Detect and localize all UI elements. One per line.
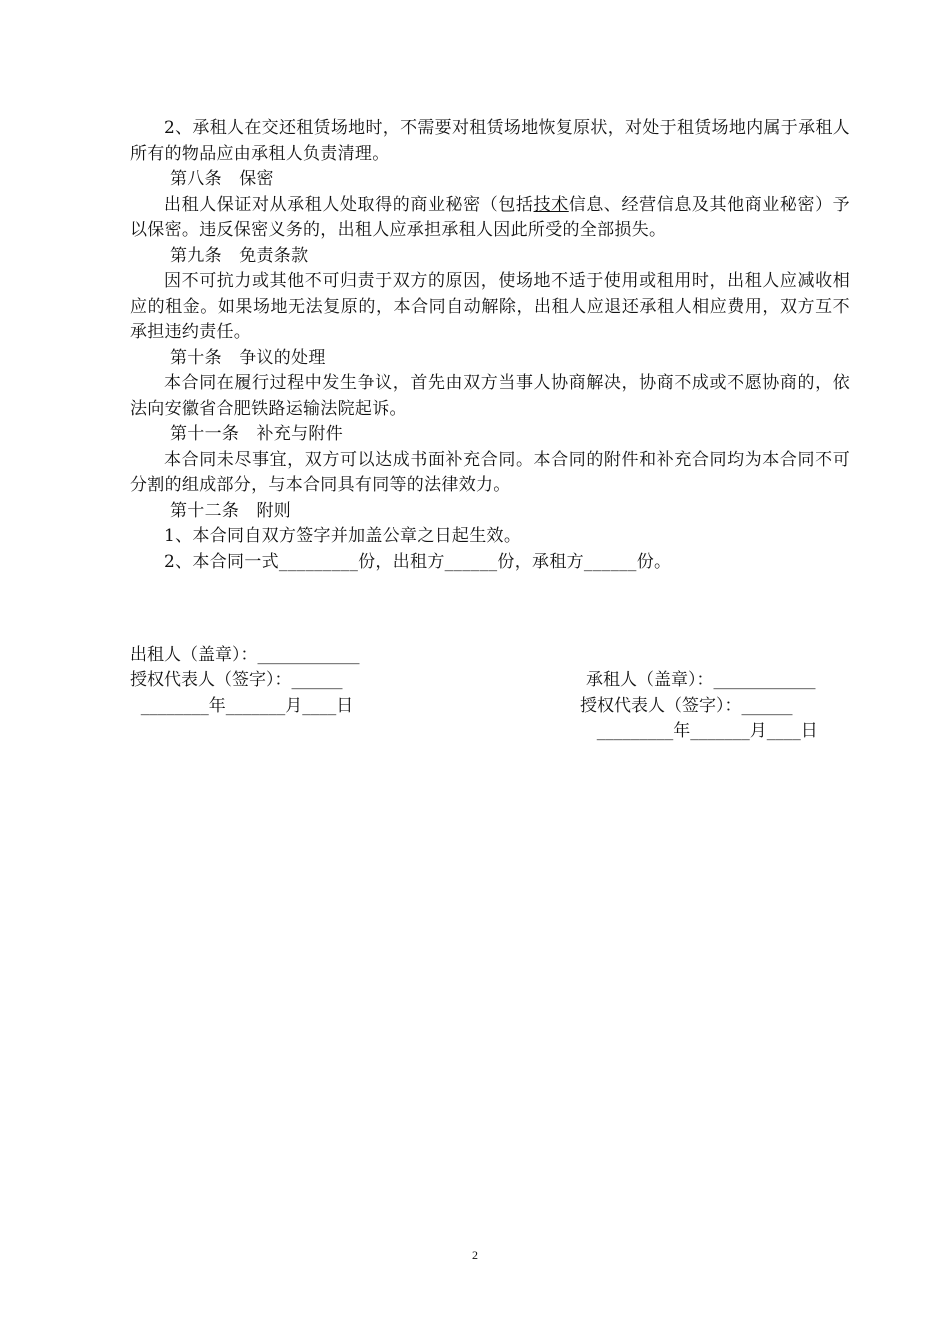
signature-block [130, 617, 850, 741]
paragraph-dispute: 本合同在履行过程中发生争议，首先由双方当事人协商解决，协商不成或不愿协商的，依法向安徽省合肥铁路运输法院起诉。 [130, 373, 850, 419]
lessor-date-line: ________年_______月____日 [130, 695, 354, 716]
heading-article-8: 第八条 保密 [170, 169, 274, 189]
paragraph-effective: 1、本合同自双方签字并加盖公章之日起生效。 [164, 526, 522, 546]
paragraph-supplement: 本合同未尽事宜，双方可以达成书面补充合同。本合同的附件和补充合同均为本合同不可分割的组成部分，与本合同具有同等的法律效力。 [130, 449, 850, 495]
paragraph-text: 出租人保证对从承租人处取得的商业秘密（包括 [164, 194, 534, 215]
heading-article-12: 第十二条 附则 [170, 500, 292, 521]
lessor-representative-line: 授权代表人（签字）：______ [130, 670, 343, 690]
heading-article-9: 第九条 免责条款 [170, 245, 309, 266]
lessee-representative-line: 授权代表人（签字）：______ [580, 695, 793, 716]
technology-link[interactable]: 技术 [533, 194, 569, 215]
paragraph-copies: 2、本合同一式_________份，出租方______份，承租方______份。 [164, 551, 672, 572]
page-number: 2 [472, 1248, 478, 1262]
lessee-date-line: _________年_______月____日 [586, 721, 818, 741]
paragraph-force-majeure: 因不可抗力或其他不可归责于双方的原因，使场地不适于使用或租用时，出租人应减收相应的租金。如果场地无法复原的，本合同自动解除，出租人应退还承租人相应费用，双方互不承担违约责任。 [130, 271, 850, 342]
heading-article-10: 第十条 争议的处理 [170, 347, 326, 368]
lessor-seal-line: 出租人（盖章）：____________ [130, 644, 360, 665]
paragraph-text: 信息、经营信息及其他商业秘密）予以保密。违反保密义务的，出租人应承担承租人因此所受的全部损失。 [130, 194, 850, 240]
lessee-seal-line: 承租人（盖章）：____________ [586, 670, 816, 690]
heading-article-11: 第十一条 补充与附件 [170, 424, 343, 444]
document-body [130, 116, 850, 575]
paragraph-confidentiality [130, 193, 850, 244]
paragraph-return-site: 2、承租人在交还租赁场地时，不需要对租赁场地恢复原状，对处于租赁场地内属于承租人所有的物品应由承租人负责清理。 [130, 118, 850, 164]
